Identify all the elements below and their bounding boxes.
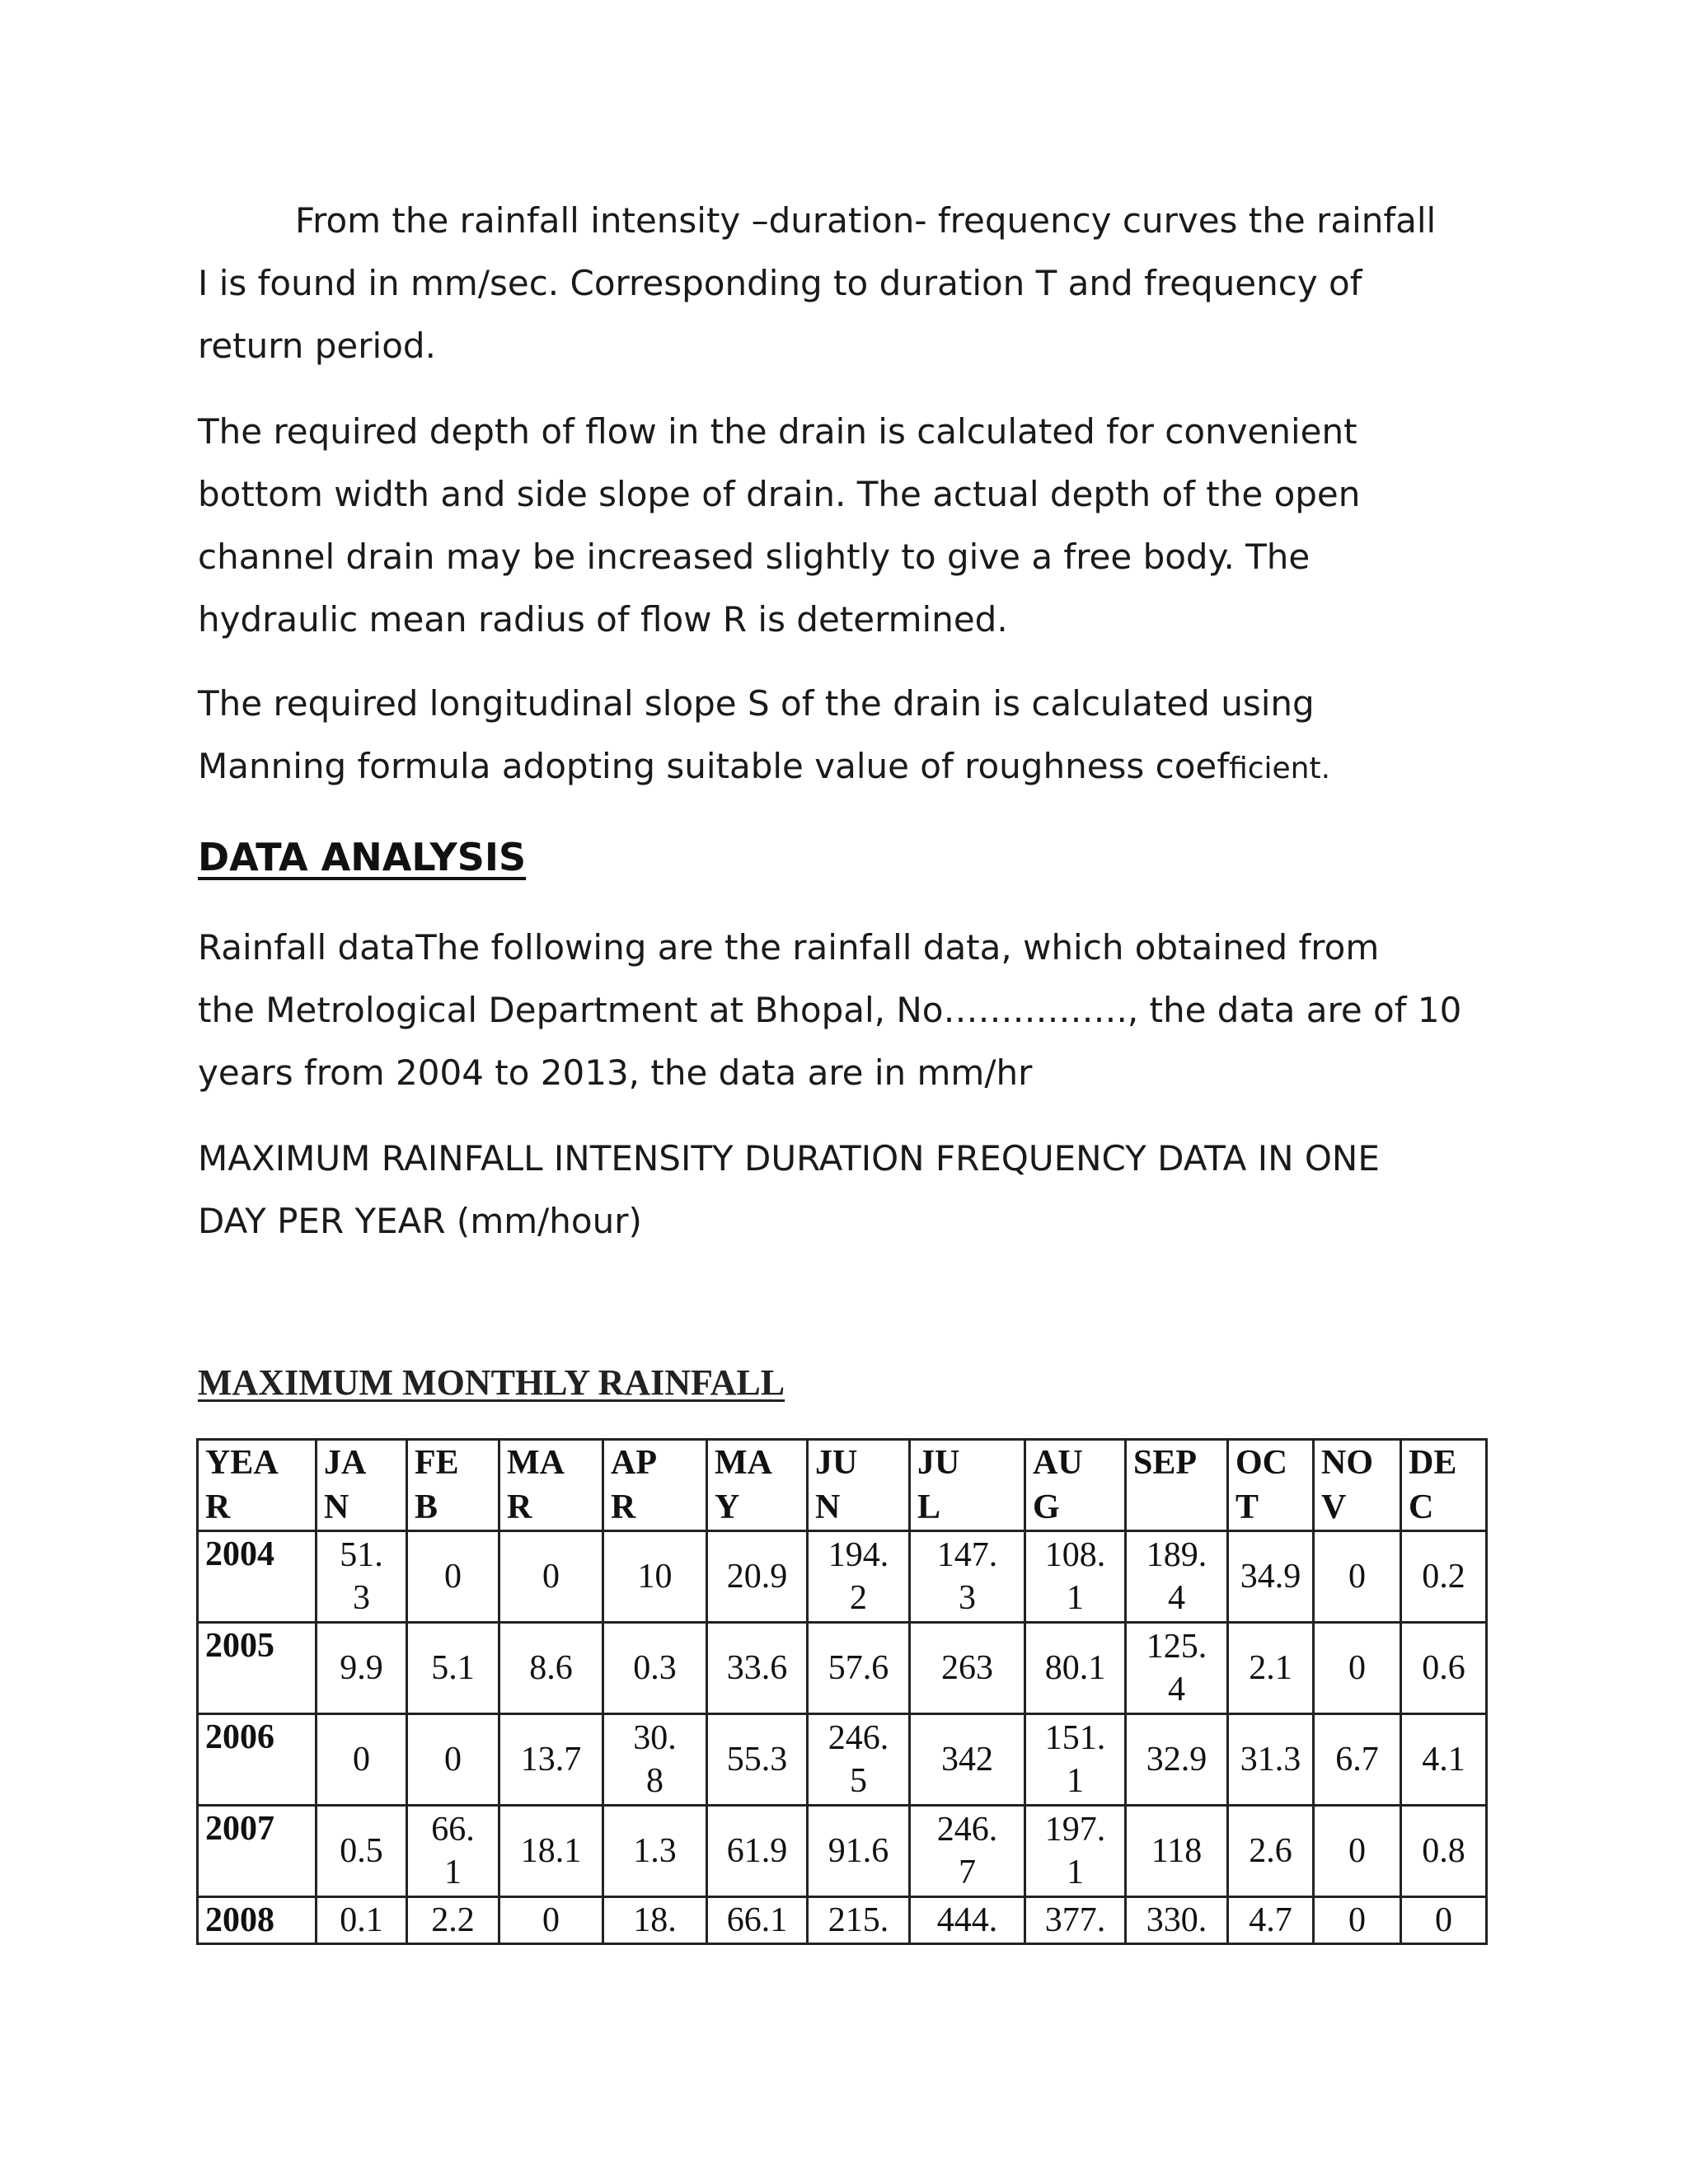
table-cell: 0 xyxy=(499,1897,603,1944)
paragraph-longitudinal-slope xyxy=(198,673,1484,800)
table-cell: 147. 3 xyxy=(910,1531,1025,1623)
text-line: DAY PER YEAR (mm/hour) xyxy=(198,1201,642,1241)
header-cell: JA N xyxy=(316,1440,407,1531)
table-cell: 30. 8 xyxy=(603,1714,707,1806)
table-cell: 0 xyxy=(407,1714,499,1806)
table-cell: 151. 1 xyxy=(1025,1714,1126,1806)
text-fragment-small: ficient. xyxy=(1229,752,1331,785)
year-cell: 2004 xyxy=(198,1531,316,1623)
table-cell: 4.7 xyxy=(1228,1897,1314,1944)
text-line: return period. xyxy=(198,326,436,366)
table-cell: 444. xyxy=(910,1897,1025,1944)
table-cell: 13.7 xyxy=(499,1714,603,1806)
text-line: From the rainfall intensity –duration- frequency curves the rainfall xyxy=(295,200,1437,241)
table-cell: 189. 4 xyxy=(1126,1531,1228,1623)
text-line: bottom width and side slope of drain. The actual depth of the open xyxy=(198,474,1361,514)
text-line xyxy=(198,735,1484,800)
table-title: MAXIMUM MONTHLY RAINFALL xyxy=(198,1362,785,1403)
table-cell: 246. 7 xyxy=(910,1806,1025,1897)
table-cell: 9.9 xyxy=(316,1623,407,1714)
table-cell: 18.1 xyxy=(499,1806,603,1897)
header-cell: OC T xyxy=(1228,1440,1314,1531)
table-cell: 66.1 xyxy=(707,1897,808,1944)
year-cell: 2005 xyxy=(198,1623,316,1714)
table-cell: 197. 1 xyxy=(1025,1806,1126,1897)
table-cell: 2.2 xyxy=(407,1897,499,1944)
paragraph-depth-of-flow xyxy=(198,401,1484,651)
table-cell: 0.3 xyxy=(603,1623,707,1714)
table-cell: 0 xyxy=(1314,1806,1401,1897)
table-cell: 330. xyxy=(1126,1897,1228,1944)
table-cell: 0 xyxy=(1314,1897,1401,1944)
header-cell: AU G xyxy=(1025,1440,1126,1531)
header-cell: AP R xyxy=(603,1440,707,1531)
table-cell: 0.8 xyxy=(1401,1806,1487,1897)
text-line: I is found in mm/sec. Corresponding to duration T and frequency of xyxy=(198,263,1362,303)
table-cell: 6.7 xyxy=(1314,1714,1401,1806)
table-row xyxy=(198,1531,1487,1623)
year-cell: 2007 xyxy=(198,1806,316,1897)
table-row xyxy=(198,1623,1487,1714)
text-line: The required depth of flow in the drain is calculated for convenient xyxy=(198,411,1357,452)
header-cell: NO V xyxy=(1314,1440,1401,1531)
table-cell: 125. 4 xyxy=(1126,1623,1228,1714)
table-cell: 33.6 xyxy=(707,1623,808,1714)
text-line: The required longitudinal slope S of the drain is calculated using xyxy=(198,683,1315,724)
year-cell: 2008 xyxy=(198,1897,316,1944)
table-cell: 118 xyxy=(1126,1806,1228,1897)
table-cell: 0 xyxy=(407,1531,499,1623)
table-cell: 1.3 xyxy=(603,1806,707,1897)
table-cell: 55.3 xyxy=(707,1714,808,1806)
table-cell: 80.1 xyxy=(1025,1623,1126,1714)
table-cell: 108. 1 xyxy=(1025,1531,1126,1623)
table-cell: 61.9 xyxy=(707,1806,808,1897)
table-cell: 342 xyxy=(910,1714,1025,1806)
header-cell: MA Y xyxy=(707,1440,808,1531)
table-cell: 0 xyxy=(499,1531,603,1623)
table-cell: 91.6 xyxy=(808,1806,910,1897)
header-cell: FE B xyxy=(407,1440,499,1531)
text-line: Rainfall dataThe following are the rainfall data, which obtained from xyxy=(198,927,1380,968)
table-cell: 8.6 xyxy=(499,1623,603,1714)
table-cell: 0 xyxy=(316,1714,407,1806)
table-cell: 18. xyxy=(603,1897,707,1944)
rainfall-table xyxy=(196,1438,1488,1945)
text-line: channel drain may be increased slightly to give a free body. The xyxy=(198,537,1311,577)
table-header-row xyxy=(198,1440,1487,1531)
header-cell: MA R xyxy=(499,1440,603,1531)
table-cell: 0.5 xyxy=(316,1806,407,1897)
table-row xyxy=(198,1897,1487,1944)
table-row xyxy=(198,1806,1487,1897)
table-cell: 0 xyxy=(1401,1897,1487,1944)
text-line: hydraulic mean radius of flow R is determined. xyxy=(198,599,1008,640)
header-cell: JU N xyxy=(808,1440,910,1531)
table-cell: 34.9 xyxy=(1228,1531,1314,1623)
table-cell: 32.9 xyxy=(1126,1714,1228,1806)
table-cell: 66. 1 xyxy=(407,1806,499,1897)
table-cell: 57.6 xyxy=(808,1623,910,1714)
header-cell: SEP xyxy=(1126,1440,1228,1531)
table-cell: 194. 2 xyxy=(808,1531,910,1623)
table-cell: 0 xyxy=(1314,1531,1401,1623)
header-cell: JU L xyxy=(910,1440,1025,1531)
table-cell: 4.1 xyxy=(1401,1714,1487,1806)
table-row xyxy=(198,1714,1487,1806)
table-cell: 263 xyxy=(910,1623,1025,1714)
table-cell: 0.1 xyxy=(316,1897,407,1944)
table-cell: 2.1 xyxy=(1228,1623,1314,1714)
paragraph-rainfall-data xyxy=(198,916,1484,1104)
table-cell: 377. xyxy=(1025,1897,1126,1944)
table-cell: 246. 5 xyxy=(808,1714,910,1806)
year-cell: 2006 xyxy=(198,1714,316,1806)
table-cell: 2.6 xyxy=(1228,1806,1314,1897)
table-cell: 10 xyxy=(603,1531,707,1623)
table-cell: 51. 3 xyxy=(316,1531,407,1623)
text-line: MAXIMUM RAINFALL INTENSITY DURATION FREQUENCY DATA IN ONE xyxy=(198,1138,1380,1179)
table-cell: 0 xyxy=(1314,1623,1401,1714)
table-cell: 215. xyxy=(808,1897,910,1944)
text-line: years from 2004 to 2013, the data are in mm/hr xyxy=(198,1052,1033,1093)
text-line: the Metrological Department at Bhopal, No……………., the data are of 10 xyxy=(198,990,1462,1030)
table-cell: 31.3 xyxy=(1228,1714,1314,1806)
header-cell: YEA R xyxy=(198,1440,316,1531)
table-cell: 0.2 xyxy=(1401,1531,1487,1623)
table-cell: 5.1 xyxy=(407,1623,499,1714)
table-cell: 20.9 xyxy=(707,1531,808,1623)
text-fragment: Manning formula adopting suitable value of roughness coef xyxy=(198,746,1230,786)
section-heading-data-analysis: DATA ANALYSIS xyxy=(198,835,527,879)
header-cell: DE C xyxy=(1401,1440,1487,1531)
paragraph-idf-curves xyxy=(198,190,1484,377)
table-cell: 0.6 xyxy=(1401,1623,1487,1714)
paragraph-table-caption xyxy=(198,1127,1484,1253)
